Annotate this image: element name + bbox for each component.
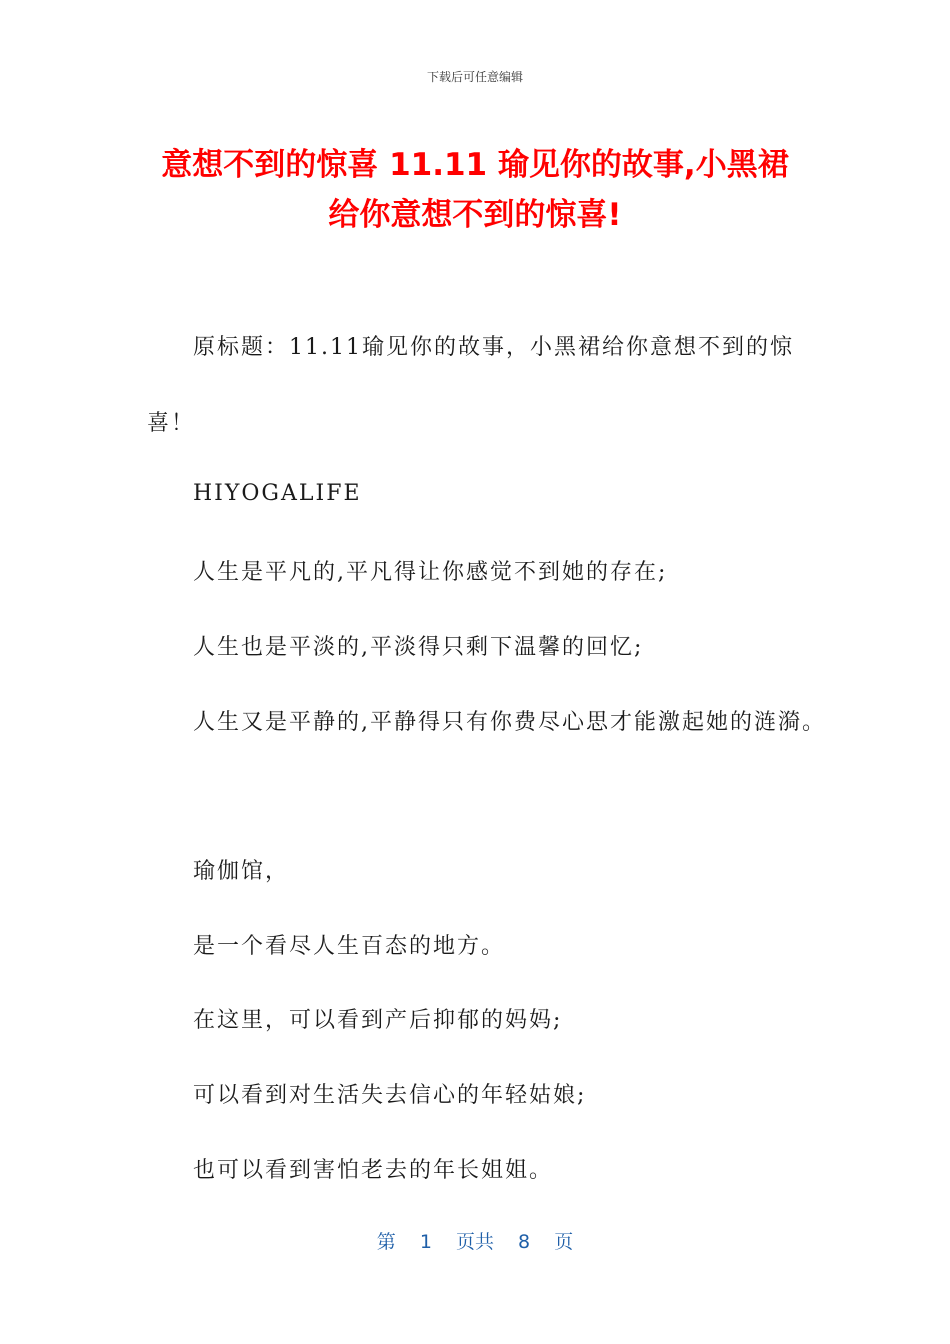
paragraph-line: 人生也是平淡的,平淡得只剩下温馨的回忆; [193,635,644,660]
footer-prefix: 第 [376,1231,396,1253]
paragraph-line: 人生又是平静的,平静得只有你费尽心思才能激起她的涟漪。 [193,710,826,735]
paragraph-line: 瑜伽馆， [193,859,290,884]
document-title [120,140,830,240]
footer-current-page: 1 [419,1231,432,1253]
paragraph-original-title: 原标题：11.11瑜见你的故事，小黑裙给你意想不到的惊 [193,335,794,360]
paragraph-line: 是一个看尽人生百态的地方。 [193,934,506,959]
title-line-1: 意想不到的惊喜 11.11 瑜见你的故事,小黑裙 [161,147,789,183]
paragraph-line: 在这里，可以看到产后抑郁的妈妈; [193,1008,563,1033]
footer-suffix: 页 [554,1231,574,1253]
title-line-2: 给你意想不到的惊喜! [328,197,622,233]
page-footer [0,1227,950,1254]
footer-middle: 页共 [455,1231,494,1253]
paragraph-brand: HIYOGALIFE [193,481,362,506]
paragraph-original-title-cont: 喜！ [147,411,196,436]
paragraph-line: 也可以看到害怕老去的年长姐姐。 [193,1158,554,1183]
paragraph-line: 人生是平凡的,平凡得让你感觉不到她的存在; [193,560,668,585]
footer-total-pages: 8 [518,1231,531,1253]
header-note: 下载后可任意编辑 [426,70,523,84]
paragraph-line: 可以看到对生活失去信心的年轻姑娘; [193,1083,587,1108]
